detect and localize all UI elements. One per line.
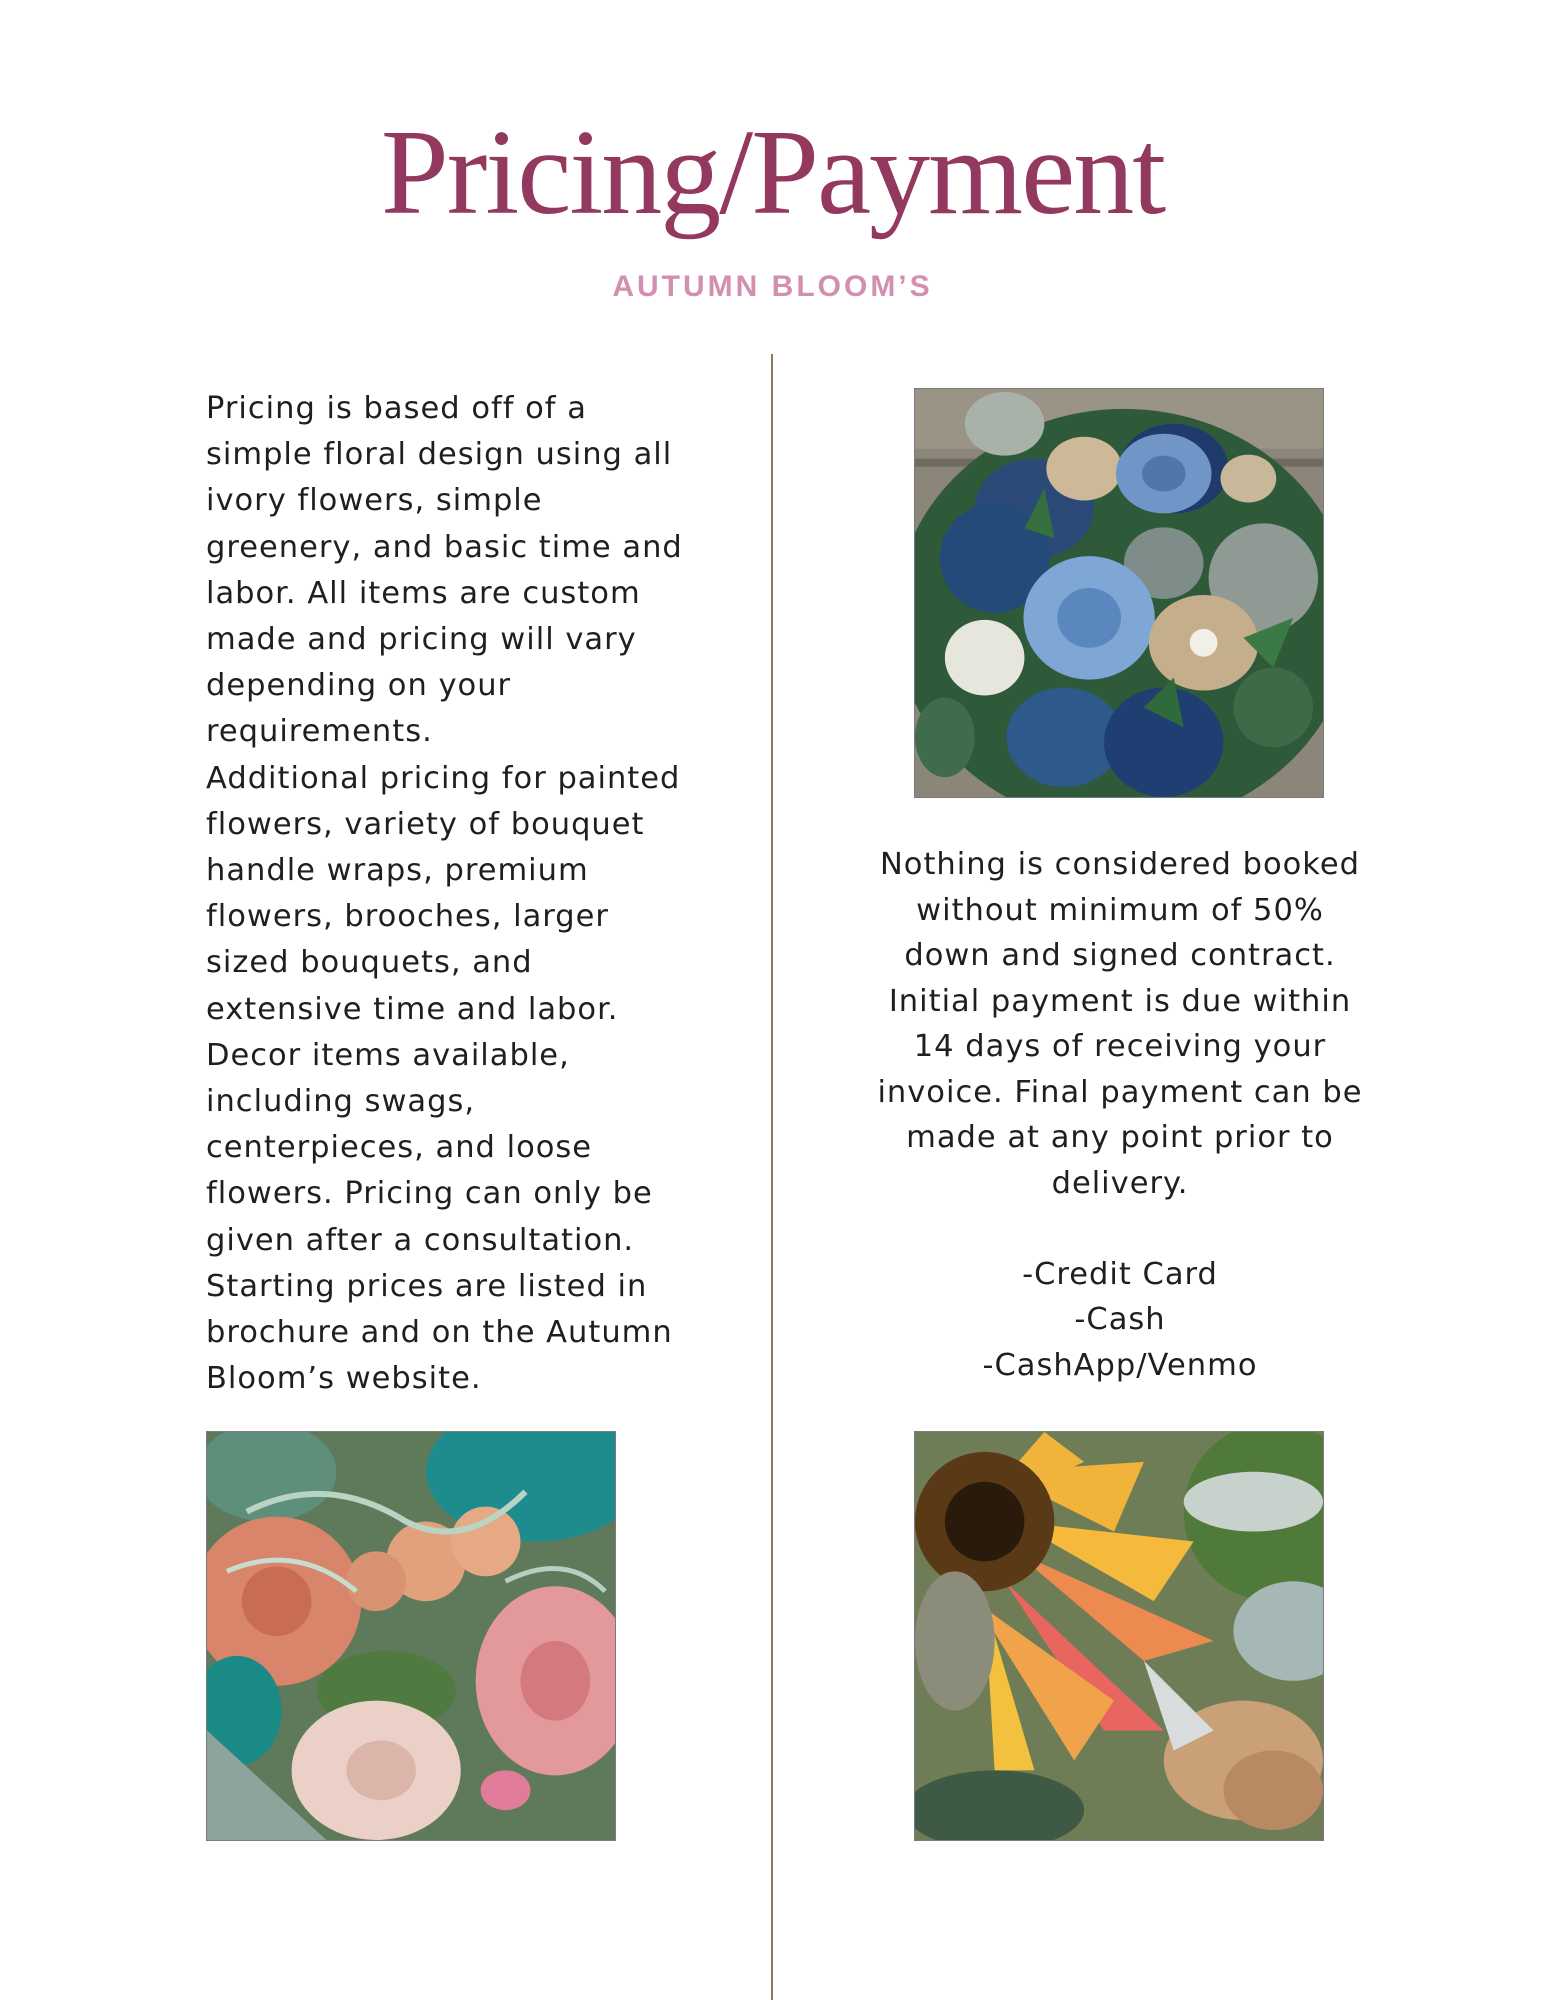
payment-terms-block [870,842,1370,1388]
pricing-paragraph: Starting prices are listed in brochure and on the Autumn Bloom’s website. [206,1268,673,1397]
brand-subtitle: AUTUMN BLOOM’S [612,270,933,303]
payment-terms: Nothing is considered booked without minimum of 50% down and signed contract. Initial payment is due within 14 days of receiving your invoice. Final payment can be made at any point prior to delivery. [877,847,1363,1201]
payment-method: -Cash [1074,1302,1166,1337]
pricing-paragraph: Pricing is based off of a simple floral design using all ivory flowers, simple greenery, and basic time and labor. All items are custom made and pricing will vary depending on your requirements. [206,391,683,750]
blue-bouquet-photo [914,388,1324,798]
pricing-paragraph: Additional pricing for painted flowers, variety of bouquet handle wraps, premium flowers, brooches, larger sized bouquets, and extensive time and labor. [206,760,681,1027]
coral-teal-flowers-photo [206,1431,616,1841]
page-title: Pricing/Payment [380,105,1165,240]
pricing-paragraph: Decor items available, including swags, centerpieces, and loose flowers. Pricing can only be given after a consultation. [206,1037,653,1258]
payment-method: -Credit Card [1022,1256,1218,1292]
column-divider [771,354,773,2000]
payment-method: -CashApp/Venmo [982,1347,1258,1383]
sunflower-photo [914,1431,1324,1841]
pricing-description [206,386,696,1402]
